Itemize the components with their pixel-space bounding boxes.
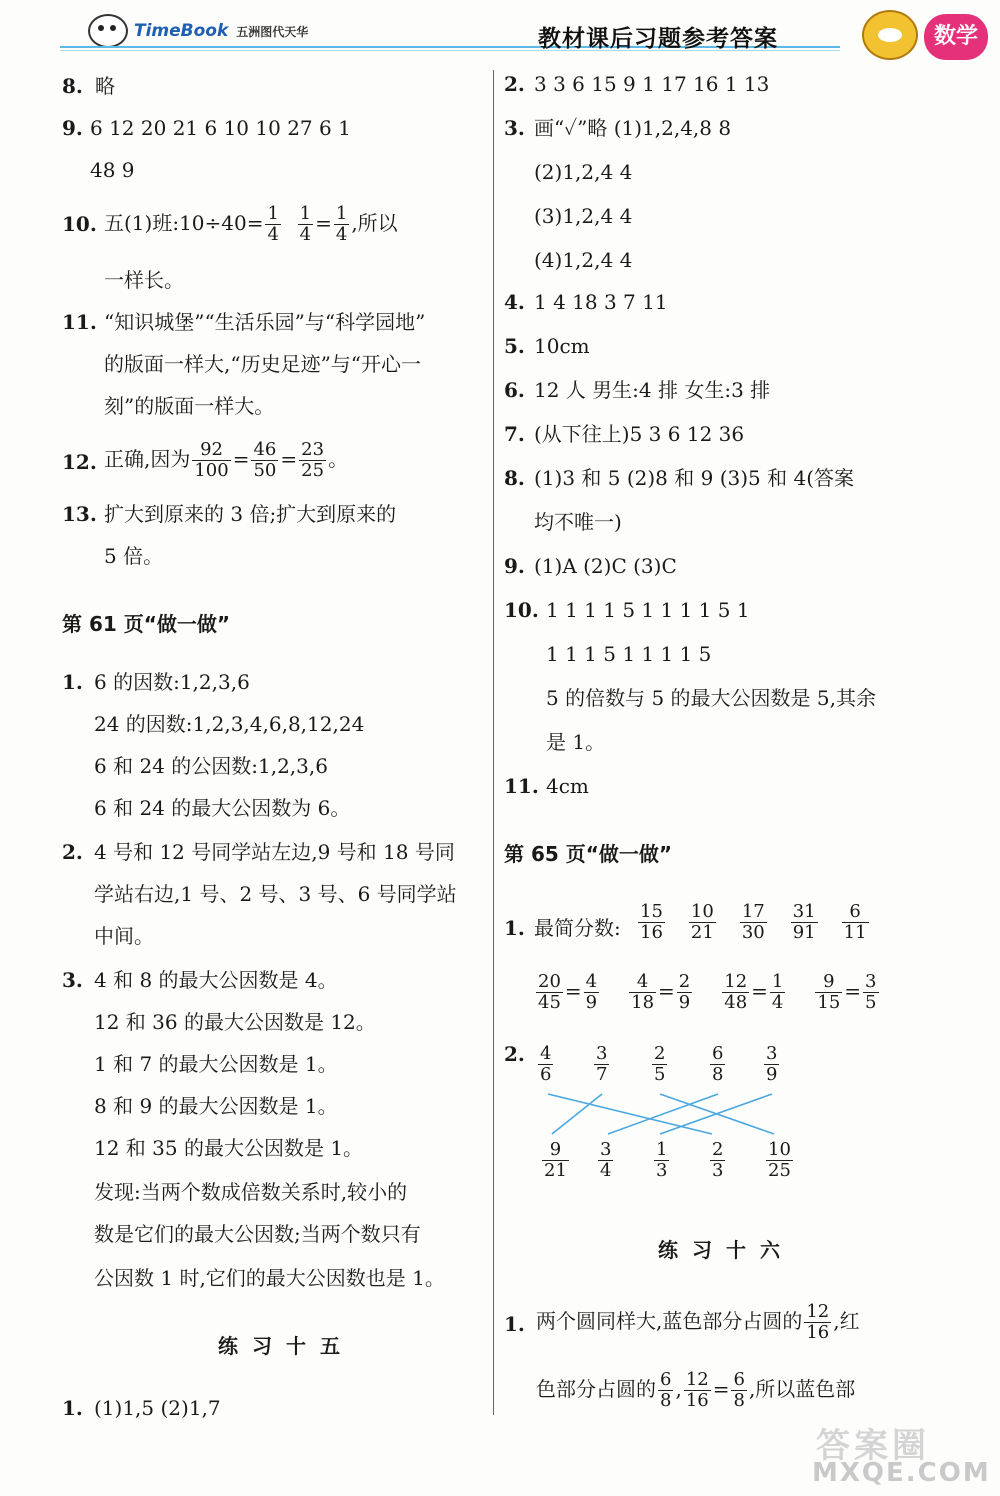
bottom-fraction (654, 1140, 669, 1181)
denominator: 5 (865, 992, 877, 1013)
section-heading: 第 61 页“做一做” (62, 612, 231, 636)
question-number: 1. (62, 670, 83, 694)
question-number: 13. (62, 502, 97, 526)
denominator: 4 (600, 1160, 612, 1181)
numerator: 4 (585, 971, 598, 992)
numerator: 92 (192, 440, 230, 461)
answer-suffix: 。 (328, 447, 349, 471)
question-number: 1. (504, 916, 525, 940)
fraction (251, 440, 278, 481)
question-number: 2. (62, 840, 83, 864)
answer-text: 10cm (534, 334, 590, 358)
watermark-url: MXQE.COM (812, 1458, 991, 1488)
fraction (684, 1370, 711, 1411)
numerator: 12 (806, 1301, 830, 1322)
bottom-fraction (710, 1140, 725, 1181)
answer-text: 数是它们的最大公因数;当两个数只有 (94, 1222, 421, 1246)
denominator: 6 (540, 1064, 552, 1085)
fraction (584, 972, 599, 1013)
numerator: 1 (335, 203, 348, 224)
answer-text: 5 倍。 (104, 544, 164, 568)
section-heading: 第 65 页“做一做” (504, 842, 673, 866)
equation: $\frac{9}{15}$ = $\frac{3}{5}$ (817, 971, 877, 1013)
denominator: 16 (806, 1322, 830, 1343)
fraction (536, 972, 563, 1013)
answer-text: 画“✓”略 (1)1,2,4,8 8 (534, 116, 732, 140)
answer-text (104, 200, 398, 246)
panda-logo-icon (88, 14, 128, 48)
top-fraction (538, 1044, 553, 1085)
denominator: 45 (538, 992, 561, 1013)
answer-text: 12 人 男生:4 排 女生:3 排 (534, 378, 771, 402)
dog-mascot-icon (862, 10, 918, 60)
denominator: 91 (792, 922, 816, 943)
denominator: 21 (690, 922, 714, 943)
numerator: 3 (766, 1043, 778, 1064)
denominator: 9 (585, 992, 598, 1013)
question-number: 2. (504, 1042, 525, 1066)
numerator: 1 (771, 971, 784, 992)
numerator: 6 (733, 1369, 745, 1390)
match-line (548, 1094, 712, 1134)
fraction (638, 902, 665, 943)
answer-text: 8 和 9 的最大公因数是 1。 (94, 1094, 338, 1118)
numerator: 2 (654, 1043, 666, 1064)
answer-text: (1)1,5 (2)1,7 (94, 1396, 221, 1420)
question-number: 11. (62, 310, 97, 334)
answer-text: (2)1,2,4 4 (534, 160, 633, 184)
answer-text: 略 (95, 74, 115, 98)
answer-text: 4cm (546, 774, 589, 798)
answer-text: (1)A (2)C (3)C (534, 554, 677, 578)
answer-text: 48 9 (90, 158, 135, 182)
question-number: 5. (504, 334, 525, 358)
numerator: 2 (712, 1139, 724, 1160)
fraction (298, 204, 313, 245)
fraction-equations (534, 972, 881, 1013)
answer-text: 24 的因数:1,2,3,4,6,8,12,24 (94, 712, 365, 736)
answer-text (104, 436, 348, 482)
answer-text (536, 1298, 860, 1344)
numerator: 4 (540, 1043, 552, 1064)
answer-text: 公因数 1 时,它们的最大公因数也是 1。 (94, 1266, 445, 1290)
answer-text: 4 和 8 的最大公因数是 4。 (94, 968, 338, 992)
top-fraction (594, 1044, 609, 1085)
question-number: 12. (62, 450, 97, 474)
answer-text: (3)1,2,4 4 (534, 204, 633, 228)
fraction (804, 1302, 831, 1343)
denominator: 4 (335, 224, 348, 245)
answer-prefix: 色部分占圆的 (536, 1377, 656, 1401)
numerator: 12 (724, 971, 748, 992)
answer-text: 一样长。 (104, 268, 184, 292)
question-number: 9. (504, 554, 525, 578)
watermark-logo: 答案圈 (816, 1426, 930, 1466)
fraction (299, 440, 326, 481)
numerator: 12 (685, 1369, 709, 1390)
page-header (0, 0, 1000, 62)
denominator: 15 (817, 992, 841, 1013)
fraction (192, 440, 230, 481)
question-number: 3. (504, 116, 525, 140)
denominator: 3 (656, 1160, 668, 1181)
answer-text: 1 4 18 3 7 11 (534, 290, 668, 314)
brand-name: TimeBook (134, 21, 229, 41)
answer-text: “知识城堡”“生活乐园”与“科学园地” (104, 310, 426, 334)
fraction (842, 902, 869, 943)
equation: $\frac{4}{18}$ = $\frac{2}{9}$ (631, 971, 691, 1013)
answer-text: 6 和 24 的最大公因数为 6。 (94, 796, 351, 820)
equals-sign: = (315, 211, 332, 235)
answer-prefix: 两个圆同样大,蓝色部分占圆的 (536, 1309, 803, 1333)
denominator: 25 (301, 460, 325, 481)
answer-text: 6 12 20 21 6 10 10 27 6 1 (90, 116, 351, 140)
denominator: 4 (299, 224, 312, 245)
denominator: 21 (544, 1160, 567, 1181)
answer-text: 6 和 24 的公因数:1,2,3,6 (94, 754, 328, 778)
answer-text: 1 1 1 1 5 1 1 1 1 5 1 (546, 598, 750, 622)
answer-text: 学站右边,1 号、2 号、3 号、6 号同学站 (94, 882, 457, 906)
numerator: 1 (656, 1139, 668, 1160)
denominator: 100 (194, 460, 229, 481)
denominator: 4 (771, 992, 784, 1013)
answer-text: 4 号和 12 号同学站左边,9 号和 18 号同 (94, 840, 455, 864)
fraction (677, 972, 692, 1013)
answer-suffix: ,所以蓝色部 (748, 1377, 856, 1401)
fraction (689, 902, 716, 943)
comma: , (675, 1377, 682, 1401)
denominator: 16 (685, 1390, 709, 1411)
question-number: 7. (504, 422, 525, 446)
answer-text: 均不唯一) (534, 510, 622, 534)
question-number: 11. (504, 774, 539, 798)
fraction (791, 902, 818, 943)
answer-text: 是 1。 (546, 730, 606, 754)
answer-prefix: 正确,因为 (104, 447, 191, 471)
question-number: 1. (504, 1312, 525, 1336)
numerator: 6 (660, 1369, 672, 1390)
numerator: 10 (768, 1139, 791, 1160)
answer-text: (1)3 和 5 (2)8 和 9 (3)5 和 4(答案 (534, 466, 854, 490)
fraction (731, 1370, 746, 1411)
denominator: 25 (768, 1160, 791, 1181)
numerator: 15 (640, 901, 663, 922)
numerator: 4 (629, 972, 656, 993)
numerator: 1 (267, 203, 279, 224)
answer-text: 12 和 36 的最大公因数是 12。 (94, 1010, 376, 1034)
answer-text: 12 和 35 的最大公因数是 1。 (94, 1136, 364, 1160)
fraction (265, 204, 280, 245)
bottom-fraction (542, 1140, 569, 1181)
match-line (608, 1094, 718, 1134)
numerator: 2 (678, 971, 691, 992)
numerator: 46 (253, 439, 277, 460)
numerator: 6 (712, 1043, 724, 1064)
numerator: 20 (538, 971, 561, 992)
fraction (863, 972, 878, 1013)
top-fraction (764, 1044, 779, 1085)
brand-logo (88, 14, 308, 48)
numerator: 9 (815, 972, 842, 993)
section-heading: 练习十五 (218, 1334, 354, 1358)
numerator: 23 (301, 439, 325, 460)
equals-sign: = (232, 447, 250, 471)
column-divider (493, 70, 494, 1415)
answer-text: (从下往上)5 3 6 12 36 (534, 422, 745, 446)
answer-text: 的版面一样大,“历史足迹”与“开心一 (104, 352, 422, 376)
numerator: 6 (842, 902, 869, 923)
brand-subtitle: 五洲图代天华 (236, 24, 309, 39)
fraction (740, 902, 767, 943)
answer-text: 5 的倍数与 5 的最大公因数是 5,其余 (546, 686, 876, 710)
answer-text: 发现:当两个数成倍数关系时,较小的 (94, 1180, 408, 1204)
denominator: 18 (631, 992, 655, 1013)
fraction (770, 972, 785, 1013)
match-line (552, 1094, 602, 1134)
fraction (334, 204, 349, 245)
matching-lines (530, 1090, 820, 1138)
denominator: 9 (766, 1064, 778, 1085)
answer-label: 最简分数: (534, 916, 621, 940)
numerator: 1 (299, 203, 312, 224)
denominator: 48 (724, 992, 748, 1013)
denominator: 5 (654, 1064, 666, 1085)
question-number: 6. (504, 378, 525, 402)
numerator: 3 (600, 1139, 612, 1160)
denominator: 8 (712, 1064, 724, 1085)
numerator: 9 (542, 1140, 569, 1161)
denominator: 16 (640, 922, 663, 943)
equation: $\frac{20}{45}$ = $\frac{4}{9}$ (538, 971, 598, 1013)
denominator: 4 (267, 224, 279, 245)
subject-badge: 数学 (924, 14, 988, 60)
answer-suffix: ,所以 (351, 211, 398, 235)
denominator: 3 (712, 1160, 724, 1181)
numerator: 17 (741, 901, 765, 922)
top-fraction (710, 1044, 725, 1085)
page-title: 教材课后习题参考答案 (538, 26, 778, 52)
equals-sign: = (712, 1377, 730, 1401)
bottom-fraction (766, 1140, 793, 1181)
top-fraction (652, 1044, 667, 1085)
denominator: 11 (843, 922, 867, 943)
question-number: 8. (62, 74, 83, 98)
answer-text: (4)1,2,4 4 (534, 248, 633, 272)
answer-text: 中间。 (94, 924, 154, 948)
denominator: 8 (660, 1390, 672, 1411)
answer-text (536, 1366, 855, 1412)
numerator: 31 (792, 901, 816, 922)
question-number: 1. (62, 1396, 83, 1420)
denominator: 7 (596, 1064, 608, 1085)
denominator: 9 (678, 992, 691, 1013)
fraction (658, 1370, 673, 1411)
answer-text: 1 1 1 5 1 1 1 1 5 (546, 642, 712, 666)
question-number: 4. (504, 290, 525, 314)
question-number: 10. (62, 212, 97, 236)
simplest-fractions (636, 902, 871, 943)
bottom-fraction (598, 1140, 613, 1181)
question-number: 9. (62, 116, 83, 140)
numerator: 3 (596, 1043, 608, 1064)
question-number: 10. (504, 598, 539, 622)
fraction (722, 972, 749, 1013)
numerator: 10 (690, 901, 714, 922)
answer-text: 3 3 6 15 9 1 17 16 1 13 (534, 72, 770, 96)
question-number: 8. (504, 466, 525, 490)
equals-sign: = (280, 447, 298, 471)
answer-suffix: ,红 (833, 1309, 860, 1333)
section-heading: 练习十六 (658, 1238, 794, 1262)
answer-text: 1 和 7 的最大公因数是 1。 (94, 1052, 338, 1076)
equation: $\frac{12}{48}$ = $\frac{1}{4}$ (724, 971, 784, 1013)
fraction (815, 972, 842, 1013)
fraction (629, 972, 656, 1013)
denominator: 8 (733, 1390, 745, 1411)
question-number: 2. (504, 72, 525, 96)
answer-text: 扩大到原来的 3 倍;扩大到原来的 (104, 502, 397, 526)
denominator: 30 (741, 922, 765, 943)
numerator: 3 (865, 971, 877, 992)
question-number: 3. (62, 968, 83, 992)
answer-prefix: 五(1)班:10÷40= (104, 211, 264, 235)
denominator: 50 (253, 460, 277, 481)
answer-text: 6 的因数:1,2,3,6 (94, 670, 250, 694)
answer-text: 刻”的版面一样大。 (104, 394, 275, 418)
